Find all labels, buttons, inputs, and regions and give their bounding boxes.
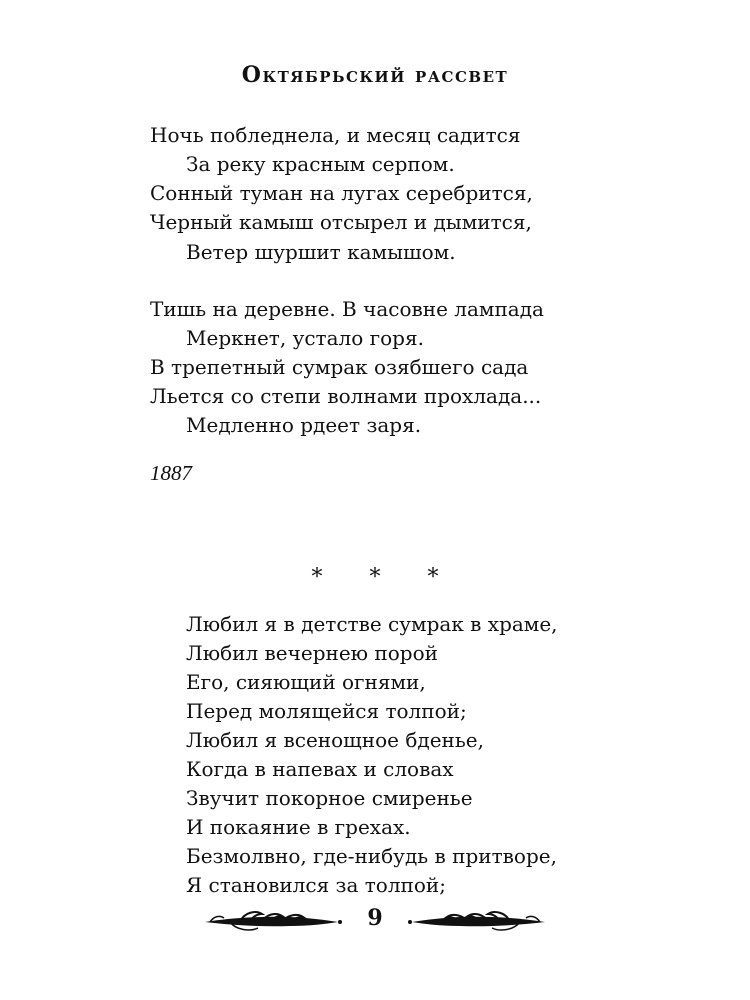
poem-line: Звучит покорное смиренье xyxy=(186,786,473,810)
poem-line: За реку красным серпом. xyxy=(186,152,455,176)
separator-asterisks: * * * xyxy=(311,565,459,590)
poem-line: Сонный туман на лугах серебрится, xyxy=(150,181,533,205)
poem-line: И покаяние в грехах. xyxy=(186,815,411,839)
poem-line: Я становился за толпой; xyxy=(186,873,446,897)
poem-line: Любил я в детстве сумрак в храме, xyxy=(186,612,558,636)
poem-line: Тишь на деревне. В часовне лампада xyxy=(150,297,544,321)
poem-line: Льется со степи волнами прохлада... xyxy=(150,384,542,408)
poem-line: В трепетный сумрак озябшего сада xyxy=(150,355,529,379)
poem-line: Черный камыш отсырел и дымится, xyxy=(150,210,532,234)
poem-line: Медленно рдеет заря. xyxy=(186,413,422,437)
poem-date: 1887 xyxy=(150,461,192,485)
poem-line: Перед молящейся толпой; xyxy=(186,699,467,723)
poem-line: Меркнет, устало горя. xyxy=(186,326,424,350)
poem-line: Его, сияющий огнями, xyxy=(186,670,426,694)
poem-line: Когда в напевах и словах xyxy=(186,757,454,781)
poem-title: Октябрьский рассвет xyxy=(241,62,509,88)
page-number: 9 xyxy=(367,905,383,931)
poem-line: Ветер шуршит камышом. xyxy=(186,240,456,264)
poem-line: Любил я всенощное бденье, xyxy=(186,728,484,752)
poem-line: Ночь побледнела, и месяц садится xyxy=(150,123,521,147)
poem-line: Любил вечернею порой xyxy=(186,641,438,665)
poem-line: Безмолвно, где-нибудь в притворе, xyxy=(186,844,557,868)
